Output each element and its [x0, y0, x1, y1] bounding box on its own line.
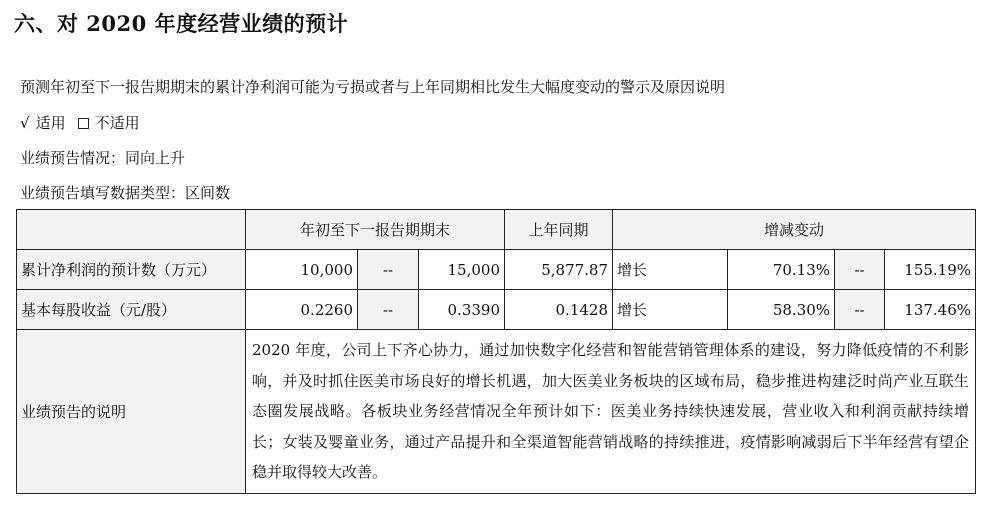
- applicable-label: 适用: [35, 114, 66, 132]
- forecast-table: [16, 209, 976, 494]
- row-label: 累计净利润的预计数（万元）: [17, 250, 246, 290]
- forecast-data-type: 业绩预告填写数据类型：区间数: [20, 184, 231, 202]
- change-low: 58.30%: [728, 290, 835, 330]
- header-empty-cell: [17, 210, 246, 250]
- value-low: 10,000: [246, 250, 358, 290]
- explanation-row: [17, 330, 976, 494]
- range-separator: --: [358, 290, 419, 330]
- range-separator: --: [835, 250, 885, 290]
- header-prior-year: 上年同期: [505, 210, 613, 250]
- explanation-label: 业绩预告的说明: [17, 330, 246, 494]
- change-high: 137.46%: [885, 290, 976, 330]
- table-row: [17, 290, 976, 330]
- table-header-row: [17, 210, 976, 250]
- change-direction: 增长: [613, 250, 728, 290]
- range-separator: --: [358, 250, 419, 290]
- table-row: [17, 250, 976, 290]
- not-applicable-label: 不适用: [94, 114, 140, 132]
- value-low: 0.2260: [246, 290, 358, 330]
- checkmark-icon: √: [20, 114, 30, 132]
- change-low: 70.13%: [728, 250, 835, 290]
- change-direction: 增长: [613, 290, 728, 330]
- section-heading: 六、对 2020 年度经营业绩的预计: [14, 11, 349, 36]
- header-period: 年初至下一报告期期末: [246, 210, 505, 250]
- value-prior: 0.1428: [505, 290, 613, 330]
- value-high: 0.3390: [419, 290, 505, 330]
- intro-text: 预测年初至下一报告期期末的累计净利润可能为亏损或者与上年同期相比发生大幅度变动的警示及原因说明: [20, 78, 726, 96]
- row-label: 基本每股收益（元/股）: [17, 290, 246, 330]
- explanation-text: 2020 年度，公司上下齐心协力，通过加快数字化经营和智能营销管理体系的建设，努力降低疫情的不利影响，并及时抓住医美市场良好的增长机遇，加大医美业务板块的区域布局，稳步推进构建泛时尚产业互联生态圈发展战略。各板块业务经营情况全年预计如下：医美业务持续快速发展，营业收入和利润贡献持续增长；女装及婴童业务，通过产品提升和全渠道智能营销战略的持续推进，疫情影响减弱后下半年经营有望企稳并取得较大改善。: [246, 330, 976, 494]
- change-high: 155.19%: [885, 250, 976, 290]
- header-change: 增减变动: [613, 210, 976, 250]
- empty-checkbox-icon: [78, 118, 89, 129]
- applicability-row: [20, 112, 146, 133]
- value-prior: 5,877.87: [505, 250, 613, 290]
- forecast-situation: 业绩预告情况：同向上升: [20, 149, 186, 167]
- value-high: 15,000: [419, 250, 505, 290]
- range-separator: --: [835, 290, 885, 330]
